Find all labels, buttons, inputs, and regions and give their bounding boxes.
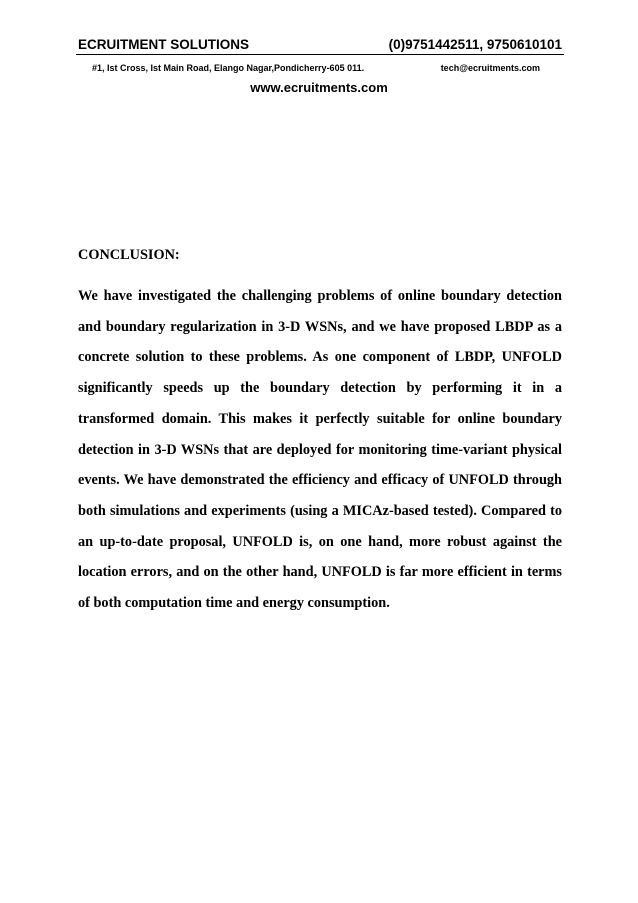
contact-email: tech@ecruitments.com bbox=[440, 63, 540, 73]
postal-address: #1, Ist Cross, Ist Main Road, Elango Nagar,Pondicherry-605 011. bbox=[92, 63, 365, 73]
website-url: www.ecruitments.com bbox=[250, 80, 388, 95]
letterhead-address-line bbox=[92, 60, 540, 76]
conclusion-paragraph: We have investigated the challenging problems of online boundary detection and boundary regularization in 3-D WSNs, and we have proposed LBDP as a concrete solution to these problems. As one component of LBDP, UNFOLD significantly speeds up the boundary detection by performing it in a transformed domain. This makes it perfectly suitable for online boundary detection in 3-D WSNs that are deployed for monitoring time-variant physical events. We have demonstrated the efficiency and efficacy of UNFOLD through both simulations and experiments (using a MICAz-based tested). Compared to an up-to-date proposal, UNFOLD is, on one hand, more robust against the location errors, and on the other hand, UNFOLD is far more efficient in terms of both computation time and energy consumption. bbox=[78, 288, 562, 612]
letterhead-top-line bbox=[78, 35, 562, 55]
phone-numbers: (0)9751442511, 9750610101 bbox=[388, 37, 562, 52]
section-heading: CONCLUSION: bbox=[78, 247, 180, 263]
company-name: ECRUITMENT SOLUTIONS bbox=[78, 37, 249, 52]
header-divider bbox=[76, 54, 564, 55]
